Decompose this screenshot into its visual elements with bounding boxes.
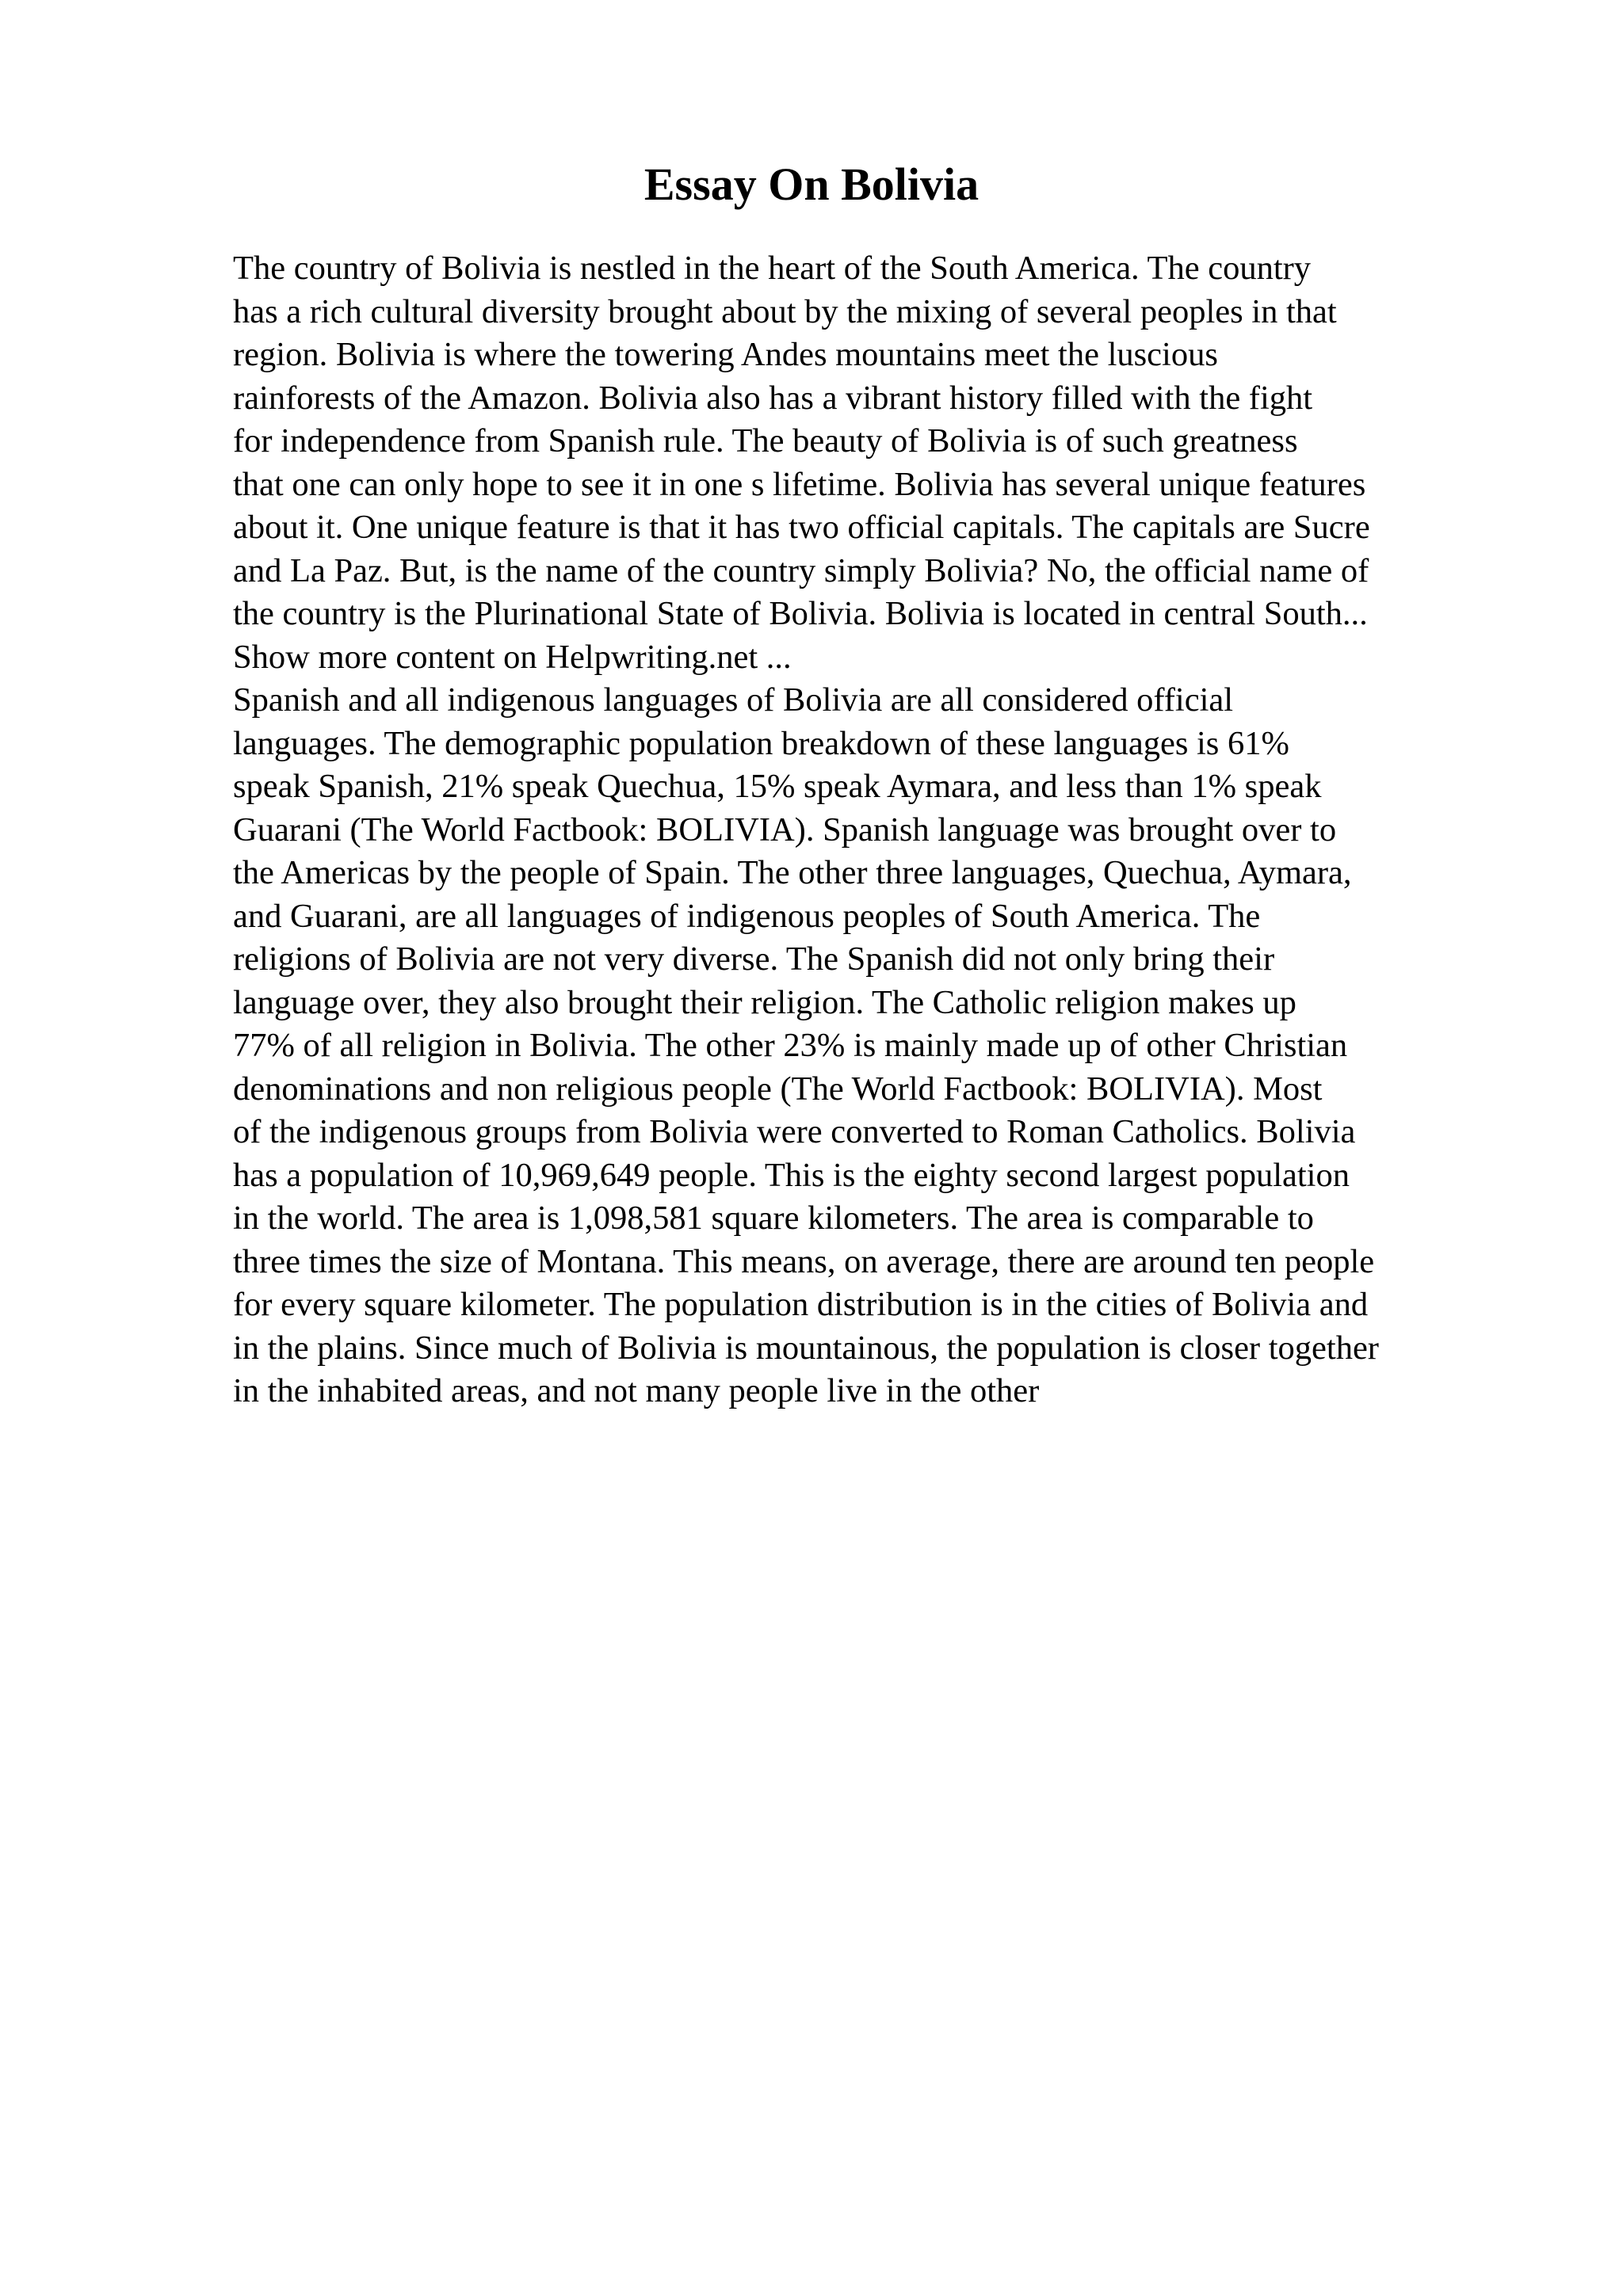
essay-line: and Guarani, are all languages of indigenous peoples of South America. The: [233, 897, 1261, 935]
essay-line: Spanish and all indigenous languages of Bolivia are all considered official: [233, 681, 1234, 719]
essay-line: Guarani (The World Factbook: BOLIVIA). Spanish language was brought over to: [233, 810, 1337, 849]
essay-line: The country of Bolivia is nestled in the heart of the South America. The country: [233, 250, 1312, 287]
essay-line: language over, they also brought their religion. The Catholic religion makes up: [233, 983, 1296, 1021]
essay-line: denominations and non religious people (The World Factbook: BOLIVIA). Most: [233, 1070, 1323, 1108]
essay-line: languages. The demographic population breakdown of these languages is 61%: [233, 724, 1289, 762]
essay-line: the country is the Plurinational State of Bolivia. Bolivia is located in central South...: [233, 595, 1368, 632]
essay-line: 77% of all religion in Bolivia. The other 23% is mainly made up of other Christian: [233, 1027, 1348, 1064]
essay-body: [233, 247, 1517, 1413]
essay-line: of the indigenous groups from Bolivia were converted to Roman Catholics. Bolivia: [233, 1113, 1356, 1150]
essay-line: rainforests of the Amazon. Bolivia also has a vibrant history filled with the fight: [233, 379, 1313, 417]
essay-line: that one can only hope to see it in one s lifetime. Bolivia has several unique features: [233, 465, 1366, 503]
essay-line: the Americas by the people of Spain. The other three languages, Quechua, Aymara,: [233, 854, 1352, 891]
essay-line: in the plains. Since much of Bolivia is mountainous, the population is closer together: [233, 1329, 1379, 1367]
essay-line: has a rich cultural diversity brought about by the mixing of several peoples in that: [233, 292, 1337, 330]
essay-line: in the world. The area is 1,098,581 square kilometers. The area is comparable to: [233, 1199, 1314, 1237]
essay-title: Essay On Bolivia: [643, 158, 980, 210]
essay-line: for independence from Spanish rule. The beauty of Bolivia is of such greatness: [233, 422, 1298, 460]
essay-line: speak Spanish, 21% speak Quechua, 15% speak Aymara, and less than 1% speak: [233, 768, 1322, 805]
essay-line: Show more content on Helpwriting.net ...: [233, 638, 792, 676]
essay-line: has a population of 10,969,649 people. This is the eighty second largest population: [233, 1156, 1350, 1194]
essay-line: religions of Bolivia are not very diverse. The Spanish did not only bring their: [233, 940, 1275, 978]
essay-line: for every square kilometer. The population distribution is in the cities of Bolivia and: [233, 1286, 1369, 1323]
essay-line: and La Paz. But, is the name of the country simply Bolivia? No, the official name of: [233, 551, 1369, 589]
essay-line: three times the size of Montana. This means, on average, there are around ten people: [233, 1242, 1375, 1280]
essay-line: in the inhabited areas, and not many people live in the other: [233, 1372, 1040, 1409]
essay-line: about it. One unique feature is that it has two official capitals. The capitals are Sucre: [233, 509, 1370, 546]
essay-line: region. Bolivia is where the towering Andes mountains meet the luscious: [233, 336, 1218, 373]
